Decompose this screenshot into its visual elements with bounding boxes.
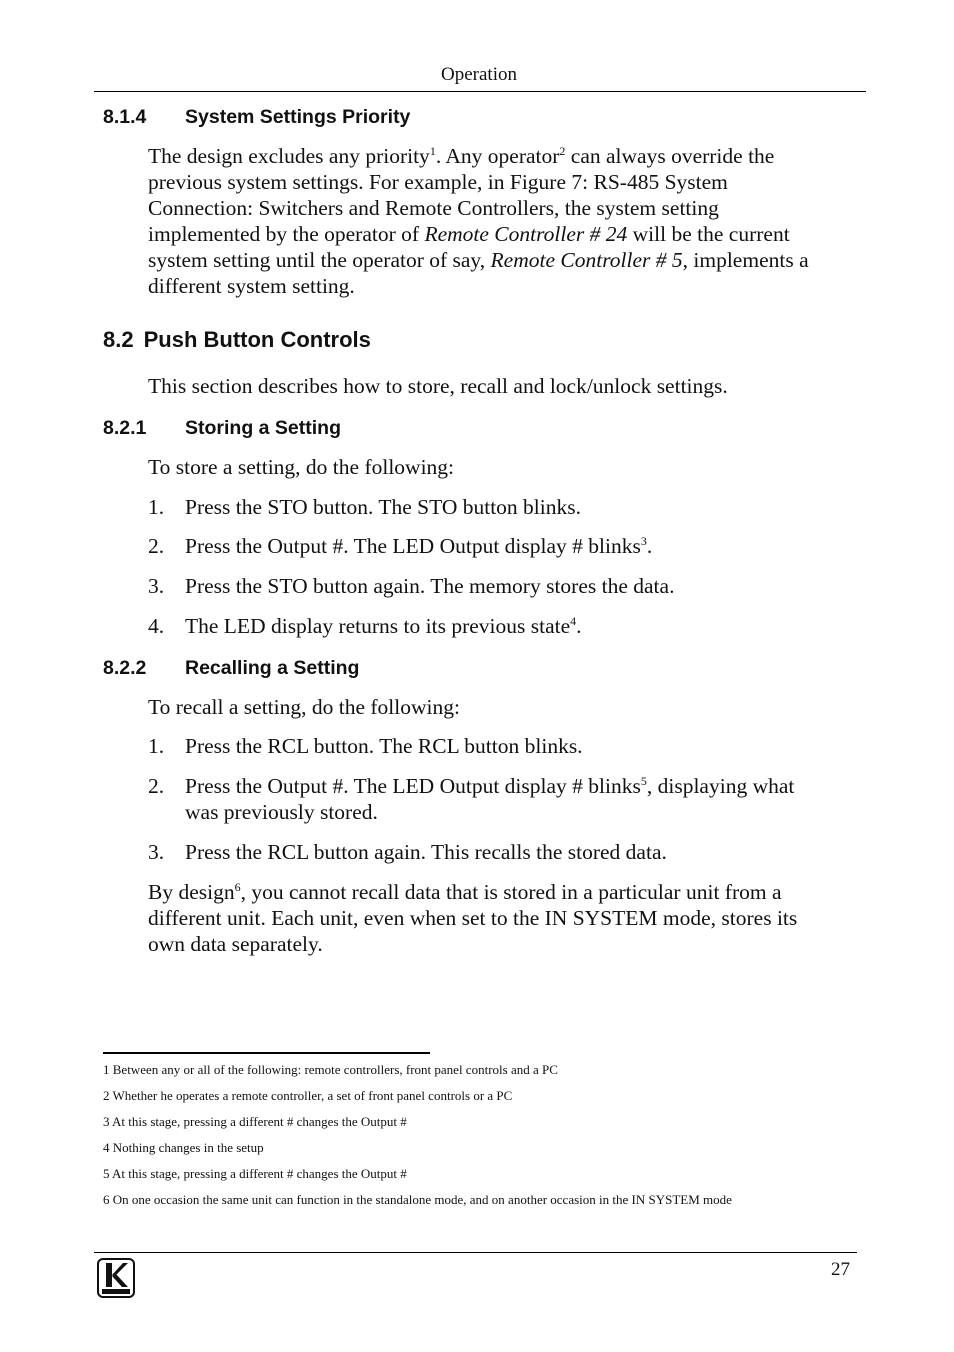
italic-text: Remote Controller # 24 <box>424 222 628 246</box>
list-number: 3. <box>148 840 165 864</box>
section-intro: This section describes how to store, recall and lock/unlock settings. <box>148 374 728 398</box>
footnote: 5 At this stage, pressing a different # changes the Output # <box>103 1166 407 1181</box>
list-item <box>148 839 667 865</box>
section-number: 8.1.4 <box>103 106 147 128</box>
text-run: . Any operator <box>435 144 560 168</box>
list-item <box>148 494 581 520</box>
footnote-ref-5: 5 <box>640 774 647 788</box>
section-number: 8.2 <box>103 327 134 352</box>
section-title: Push Button Controls <box>143 327 371 352</box>
list-text: Press the STO button again. The memory stores the data. <box>185 574 675 598</box>
page-number: 27 <box>831 1259 850 1280</box>
footnote-ref-3: 3 <box>640 534 647 548</box>
paragraph-line <box>148 247 809 273</box>
text-run: implemented by the operator of <box>148 222 425 246</box>
footnote-rule <box>103 1052 430 1054</box>
list-text: Press the Output #. The LED Output display # blinks <box>185 774 641 798</box>
footer-rule <box>94 1252 857 1253</box>
list-text: . <box>576 614 582 638</box>
list-number: 2. <box>148 534 165 558</box>
header-rule <box>94 91 866 92</box>
running-header: Operation <box>441 64 517 85</box>
paragraph-line: Connection: Switchers and Remote Controllers, the system setting <box>148 196 719 220</box>
list-text: , displaying what <box>646 774 795 798</box>
list-number: 4. <box>148 614 165 638</box>
footnote: 2 Whether he operates a remote controller, a set of front panel controls or a PC <box>103 1088 513 1103</box>
list-text: The LED display returns to its previous state <box>185 614 571 638</box>
list-item <box>148 573 674 599</box>
text-run: system setting until the operator of say, <box>148 248 491 272</box>
footnote: 4 Nothing changes in the setup <box>103 1140 264 1155</box>
footnote-ref-4: 4 <box>570 614 577 628</box>
list-text: Press the RCL button again. This recalls the stored data. <box>185 840 667 864</box>
footnote-ref-2: 2 <box>559 144 566 158</box>
recall-intro: To recall a setting, do the following: <box>148 695 460 719</box>
list-text: . <box>646 534 653 558</box>
list-number: 1. <box>148 495 165 519</box>
section-heading-8-2-1 <box>103 417 341 440</box>
section-heading-8-1-4 <box>103 106 410 129</box>
section-heading-8-2 <box>103 327 371 353</box>
paragraph-line <box>148 143 809 169</box>
recall-closing-paragraph <box>148 879 797 957</box>
list-item <box>148 533 652 559</box>
footnote: 6 On one occasion the same unit can function in the standalone mode, and on another occasion in the IN SYSTEM mode <box>103 1192 732 1207</box>
kramer-logo-icon <box>97 1258 135 1298</box>
text-run: By design <box>148 880 235 904</box>
section-title: Storing a Setting <box>185 417 341 439</box>
section-title: Recalling a Setting <box>185 657 360 679</box>
paragraph-line: different unit. Each unit, even when set to the IN SYSTEM mode, stores its <box>148 906 798 930</box>
paragraph-line <box>148 879 797 905</box>
text-run: The design excludes any priority <box>148 144 430 168</box>
footnote-ref-1: 1 <box>429 144 436 158</box>
list-number: 3. <box>148 574 165 598</box>
list-text: Press the RCL button. The RCL button blinks. <box>185 734 583 758</box>
footnote: 3 At this stage, pressing a different # changes the Output # <box>103 1114 407 1129</box>
list-number: 1. <box>148 734 165 758</box>
list-text: Press the STO button. The STO button blinks. <box>185 495 581 519</box>
paragraph-line: different system setting. <box>148 274 355 298</box>
footnote: 1 Between any or all of the following: remote controllers, front panel controls and a PC <box>103 1062 558 1077</box>
store-intro: To store a setting, do the following: <box>148 455 455 479</box>
priority-paragraph <box>148 143 809 299</box>
paragraph-line: previous system settings. For example, in Figure 7: RS-485 System <box>148 170 728 194</box>
footnote-ref-6: 6 <box>234 880 241 894</box>
list-item <box>148 613 582 639</box>
text-run: can always override the <box>565 144 775 168</box>
text-run: , you cannot recall data that is stored in a particular unit from a <box>240 880 782 904</box>
paragraph-line <box>148 221 809 247</box>
section-title: System Settings Priority <box>185 106 411 128</box>
section-number: 8.2.2 <box>103 657 147 679</box>
section-number: 8.2.1 <box>103 417 147 439</box>
italic-text: Remote Controller # 5 <box>490 248 683 272</box>
list-item <box>148 773 794 825</box>
list-number: 2. <box>148 774 165 798</box>
list-text: Press the Output #. The LED Output display # blinks <box>185 534 641 558</box>
text-run: will be the current <box>627 222 790 246</box>
paragraph-line: own data separately. <box>148 932 323 956</box>
list-text-continued: was previously stored. <box>185 800 378 824</box>
list-item <box>148 733 583 759</box>
text-run: , implements a <box>682 248 809 272</box>
section-heading-8-2-2 <box>103 657 359 680</box>
